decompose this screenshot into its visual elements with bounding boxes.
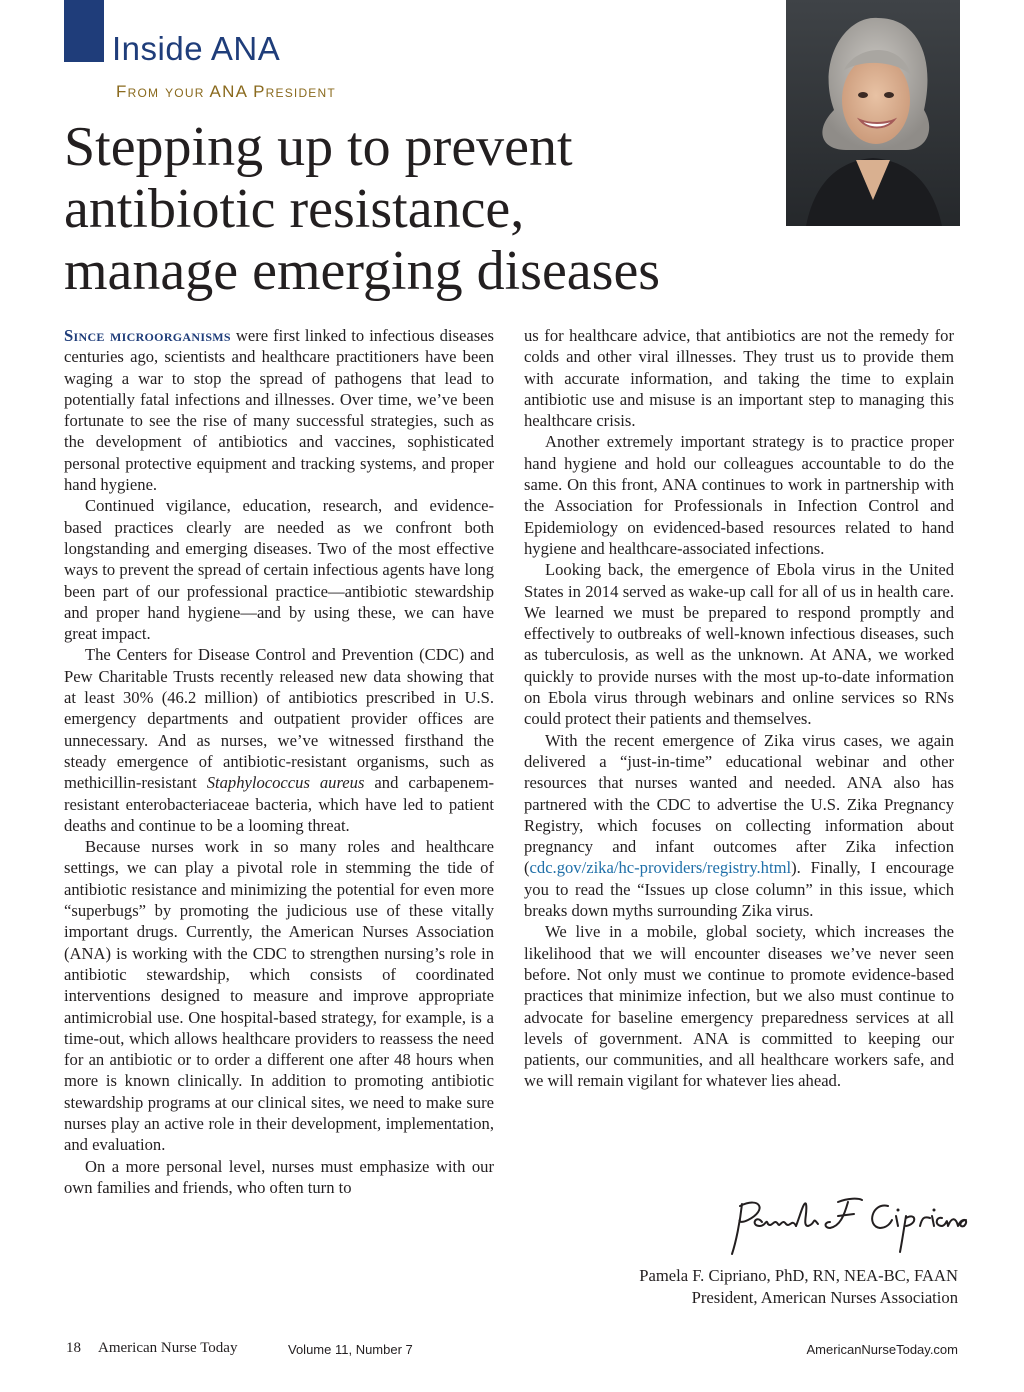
page-number: 18 xyxy=(66,1340,81,1356)
website-url[interactable]: AmericanNurseToday.com xyxy=(806,1342,958,1357)
article-paragraph: We live in a mobile, global society, which increases the likelihood that we will encounter diseases we’ve never seen before. Not only must we continue to promote evidence-based practices that minimize infection, but we also must continue to advocate for baseline emergency preparedness services at all levels of government. ANA is committed to keeping our patients, our communities, and all healthcare workers safe, and we will remain vigilant for whatever lies ahead. xyxy=(524,922,954,1091)
article-paragraph: Continued vigilance, education, research, and evidence-based practices clearly are needed as we confront both longstanding and emerging diseases. Two of the most effective ways to prevent the spread of certain infectious agents have long been part of our professional practice—antibiotic stewardship and proper hand hygiene—and by using these, we can have great impact. xyxy=(64,496,494,644)
author-title: President, American Nurses Association xyxy=(691,1288,958,1307)
article-paragraph: On a more personal level, nurses must emphasize with our own families and friends, who often turn to xyxy=(64,1156,494,1197)
paragraph-text: were first linked to infectious diseases centuries ago, scientists and healthcare practitioners have been waging a war to stop the spread of pathogens that lead to potentially fatal infections and illnesses. Over time, we’ve been fortunate to see the rise of many successful strategies, such as the development of antibiotics and vaccines, sophisticated personal protective equipment and tracking systems, and proper hand hygiene. xyxy=(64,326,494,495)
handwritten-signature xyxy=(720,1192,970,1262)
paragraph-text: ). Finally, I encourage you to read the “Issues up close column” in this issue, which breaks down myths surrounding Zika virus. xyxy=(524,858,954,921)
section-color-bar xyxy=(64,0,104,62)
paragraph-text: The Centers for Disease Control and Prevention (CDC) and Pew Charitable Trusts recently released new data showing that at least 30% (46.2 million) of antibiotics prescribed in U.S. emergency departments and outpatient provider offices are unnecessary. And as nurses, we’ve witnessed firsthand the steady emergence of antibiotic-resistant organisms, such as methicillin-resistant xyxy=(64,645,494,793)
magazine-name: American Nurse Today xyxy=(98,1340,238,1356)
article-column-left xyxy=(64,325,494,1198)
article-paragraph: Another extremely important strategy is to practice proper hand hygiene and hold our colleagues accountable to do the same. On this front, ANA continues to work in partnership with the Association for Professionals in Infection Control and Epidemiology on evidenced-based resources related to hand hygiene and healthcare-associated infections. xyxy=(524,432,954,558)
author-portrait xyxy=(786,0,960,226)
lead-in: Since microorganisms xyxy=(64,326,231,345)
article-paragraph xyxy=(524,730,954,922)
article-paragraph xyxy=(64,325,494,495)
article-paragraph xyxy=(64,644,494,836)
paragraph-text: With the recent emergence of Zika virus cases, we again delivered a “just-in-time” educational webinar and other resources that nurses wanted and needed. ANA also has partnered with the CDC to advertise the U.S. Zika Pregnancy Registry, which focuses on collecting information about pregnancy and infant outcomes after Zika infection ( xyxy=(524,730,954,878)
italic-term: Staphylococcus aureus xyxy=(206,773,365,793)
paragraph-text: and carbapenem-resistant enterobacteriaceae bacteria, which have led to patient deaths and continue to be a looming threat. xyxy=(64,773,495,835)
article-paragraph: us for healthcare advice, that antibiotics are not the remedy for colds and other viral illnesses. They trust us to provide them with accurate information, and taking the time to explain antibiotic use and misuse is an important step to managing this healthcare crisis. xyxy=(524,326,954,431)
registry-link[interactable]: cdc.gov/zika/hc-providers/registry.html xyxy=(529,858,792,878)
article-paragraph: Looking back, the emergence of Ebola virus in the United States in 2014 served as wake-up call for all of us in health care. We learned we must be prepared to respond promptly and effectively to outbreaks of well-known infectious diseases, such as tuberculosis, as well as the unknown. At ANA, we worked quickly to provide nurses with the most up-to-date information on Ebola virus through webinars and online services so RNs could protect their patients and themselves. xyxy=(524,560,954,729)
author-credit xyxy=(639,1265,958,1309)
section-title: Inside ANA xyxy=(112,30,281,67)
headline-line: Stepping up to prevent xyxy=(64,116,573,178)
article-headline xyxy=(64,116,784,302)
article-paragraph: Because nurses work in so many roles and healthcare settings, we can play a pivotal role in stemming the tide of antibiotic resistance and minimizing the potential for even more “superbugs” by promoting the judicious use of these vitally important drugs. Currently, the American Nurses Association (ANA) is working with the CDC to strengthen nursing’s role in antibiotic stewardship, which consists of coordinated interventions designed to measure and improve appropriate antimicrobial use. One hospital-based strategy, for example, is a time-out, which allows healthcare providers to reassess the need for an antibiotic or to order a different one after 48 hours when more is known clinically. In addition to promoting antibiotic stewardship programs at our clinical sites, we need to make sure nurses play an active role in their development, implementation, and evaluation. xyxy=(64,837,494,1155)
author-name: Pamela F. Cipriano, PhD, RN, NEA-BC, FAAN xyxy=(639,1266,958,1285)
signature-image xyxy=(720,1192,970,1262)
headline-line: manage emerging diseases xyxy=(64,240,661,302)
author-portrait-image xyxy=(786,0,960,226)
column-kicker: From your ANA President xyxy=(116,82,336,101)
article-column-right xyxy=(524,325,954,1092)
headline-line: antibiotic resistance, xyxy=(64,178,525,240)
issue-volume: Volume 11, Number 7 xyxy=(288,1342,413,1357)
